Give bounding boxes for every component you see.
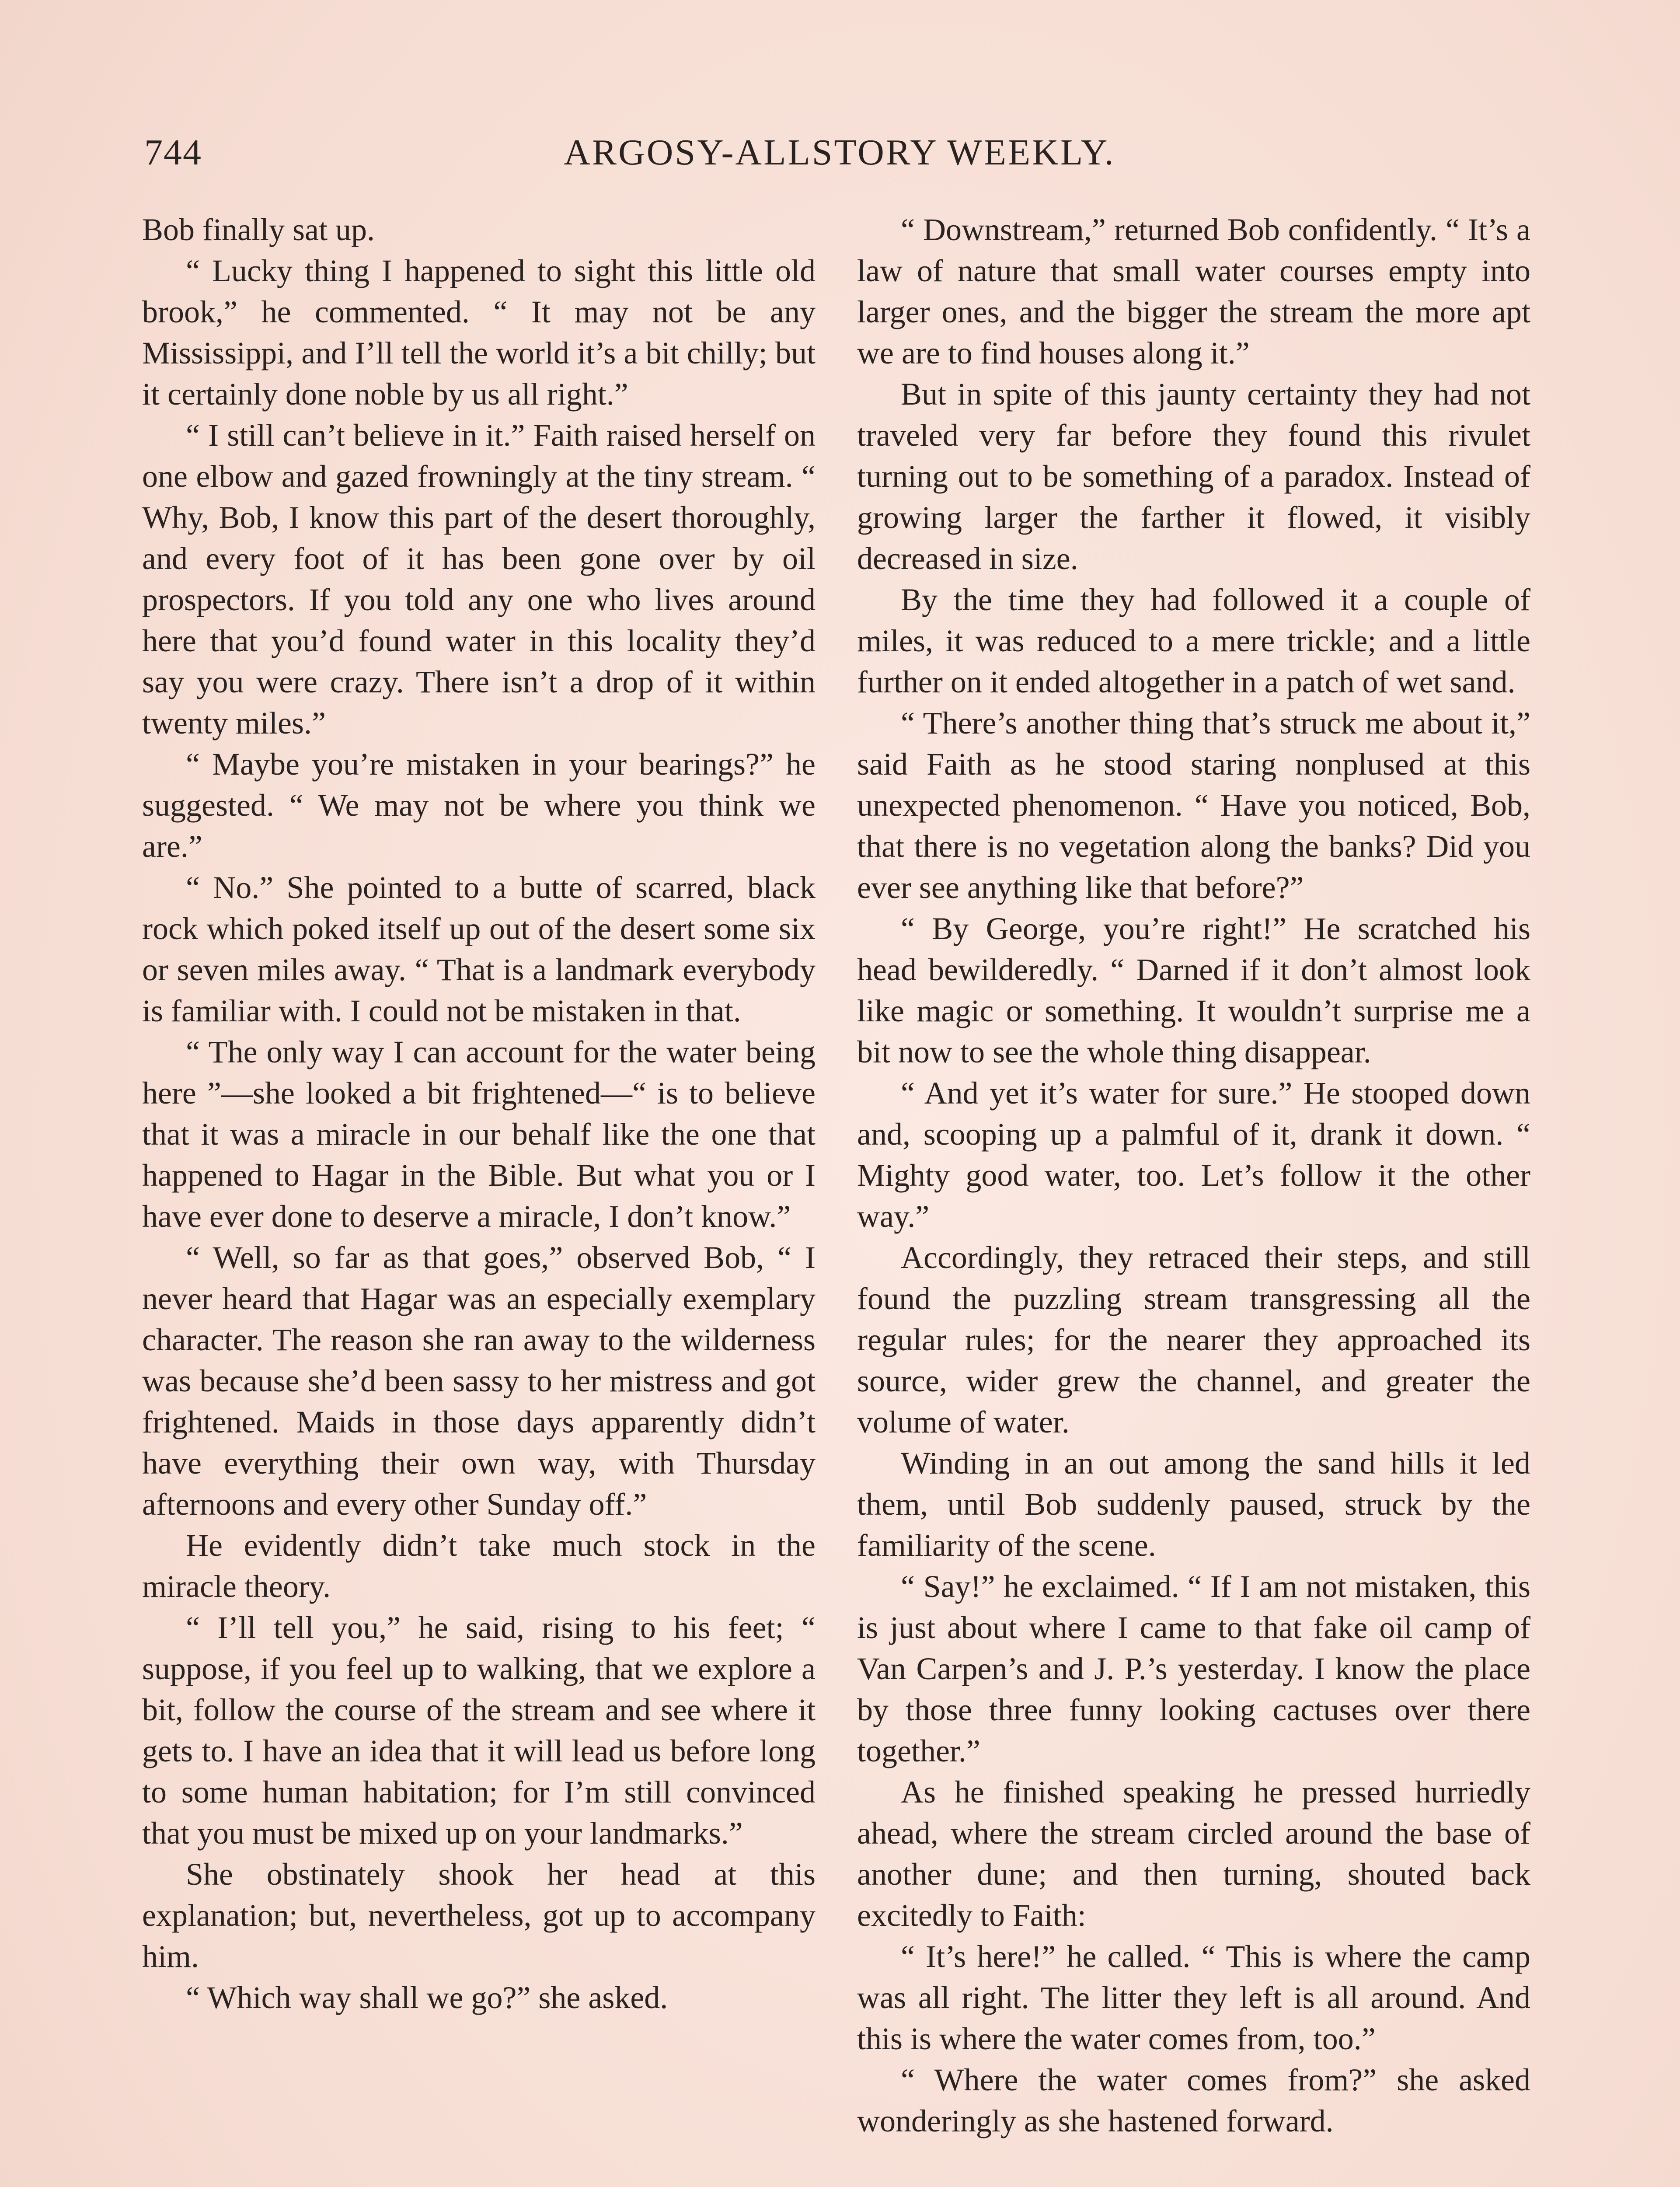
paragraph: As he finished speaking he pressed hurriedly ahead, where the stream circled around the base of another dune; and then turning, shouted back excitedly to Faith: [857,1775,1530,1933]
paragraph: “ Say!” he exclaimed. “ If I am not mistaken, this is just about where I came to that fake oil camp of Van Carpen’s and J. P.’s yesterday. I know the place by those three funny looking cactuses over there together.” [857,1569,1530,1768]
paragraph: Winding in an out among the sand hills it led them, until Bob suddenly paused, struck by the familiarity of the scene. [857,1446,1530,1563]
paragraph: “ Well, so far as that goes,” observed Bob, “ I never heard that Hagar was an especially exemplary character. The reason she ran away to the wilderness was because she’d been sassy to her mistress and got frightened. Maids in those days apparently didn’t have everything their own way, with Thursday afternoons and every other Sunday off.” [142,1240,816,1522]
left-column [142,209,816,2018]
paragraph: “ Lucky thing I happened to sight this little old brook,” he commented. “ It may not be any Mississippi, and I’ll tell the world it’s a bit chilly; but it certainly done noble by us all right.” [142,253,816,412]
running-title: ARGOSY-ALLSTORY WEEKLY. [564,132,1115,173]
paragraph: But in spite of this jaunty certainty they had not traveled very far before they found this rivulet turning out to be something of a paradox. Instead of growing larger the farther it flowed, it visibly decreased in size. [857,377,1530,576]
paragraph: “ Downstream,” returned Bob confidently. “ It’s a law of nature that small water courses empty into larger ones, and the bigger the stream the more apt we are to find houses along it.” [857,212,1530,370]
paragraph: “ The only way I can account for the water being here ”—she looked a bit frightened—“ is to believe that it was a miracle in our behalf like the one that happened to Hagar in the Bible. But what you or I have ever done to deserve a miracle, I don’t know.” [142,1034,816,1234]
paragraph: “ No.” She pointed to a butte of scarred, black rock which poked itself up out of the desert some six or seven miles away. “ That is a landmark everybody is familiar with. I could not be mistaken in that. [142,870,816,1028]
paragraph: Bob finally sat up. [142,212,375,247]
paragraph: By the time they had followed it a couple of miles, it was reduced to a mere trickle; and a little further on it ended altogether in a patch of wet sand. [857,582,1530,699]
page-number: 744 [144,132,202,173]
paragraph: He evidently didn’t take much stock in the miracle theory. [142,1528,816,1604]
paragraph: “ By George, you’re right!” He scratched his head bewilderedly. “ Darned if it don’t almost look like magic or something. It wouldn’t surprise me a bit now to see the whole thing disappear. [857,911,1530,1069]
paragraph: “ Which way shall we go?” she asked. [186,1980,668,2015]
paragraph: “ And yet it’s water for sure.” He stooped down and, scooping up a palmful of it, drank it down. “ Mighty good water, too. Let’s follow it the other way.” [857,1076,1530,1234]
paragraph: “ Where the water comes from?” she asked wonderingly as she hastened forward. [857,2062,1530,2138]
paragraph: “ I still can’t believe in it.” Faith raised herself on one elbow and gazed frowningly at the tiny stream. “ Why, Bob, I know this part of the desert thoroughly, and every foot of it has been gone over by oil prospectors. If you told any one who lives around here that you’d found water in this locality they’d say you were crazy. There isn’t a drop of it within twenty miles.” [142,418,816,741]
right-column [857,209,1530,2142]
paragraph: “ There’s another thing that’s struck me about it,” said Faith as he stood staring nonplused at this unexpected phenomenon. “ Have you noticed, Bob, that there is no vegetation along the banks? Did you ever see anything like that before?” [857,706,1530,905]
paragraph: “ It’s here!” he called. “ This is where the camp was all right. The litter they left is all around. And this is where the water comes from, too.” [857,1939,1530,2056]
paragraph: “ I’ll tell you,” he said, rising to his feet; “ suppose, if you feel up to walking, that we explore a bit, follow the course of the stream and see where it gets to. I have an idea that it will lead us before long to some human habitation; for I’m still convinced that you must be mixed up on your landmarks.” [142,1610,816,1851]
paragraph: Accordingly, they retraced their steps, and still found the puzzling stream transgressing all the regular rules; for the nearer they approached its source, wider grew the channel, and greater the volume of water. [857,1240,1530,1439]
page-header [144,131,1535,179]
paragraph: “ Maybe you’re mistaken in your bearings?” he suggested. “ We may not be where you think we are.” [142,747,816,864]
paragraph: She obstinately shook her head at this explanation; but, nevertheless, got up to accompany him. [142,1857,816,1974]
